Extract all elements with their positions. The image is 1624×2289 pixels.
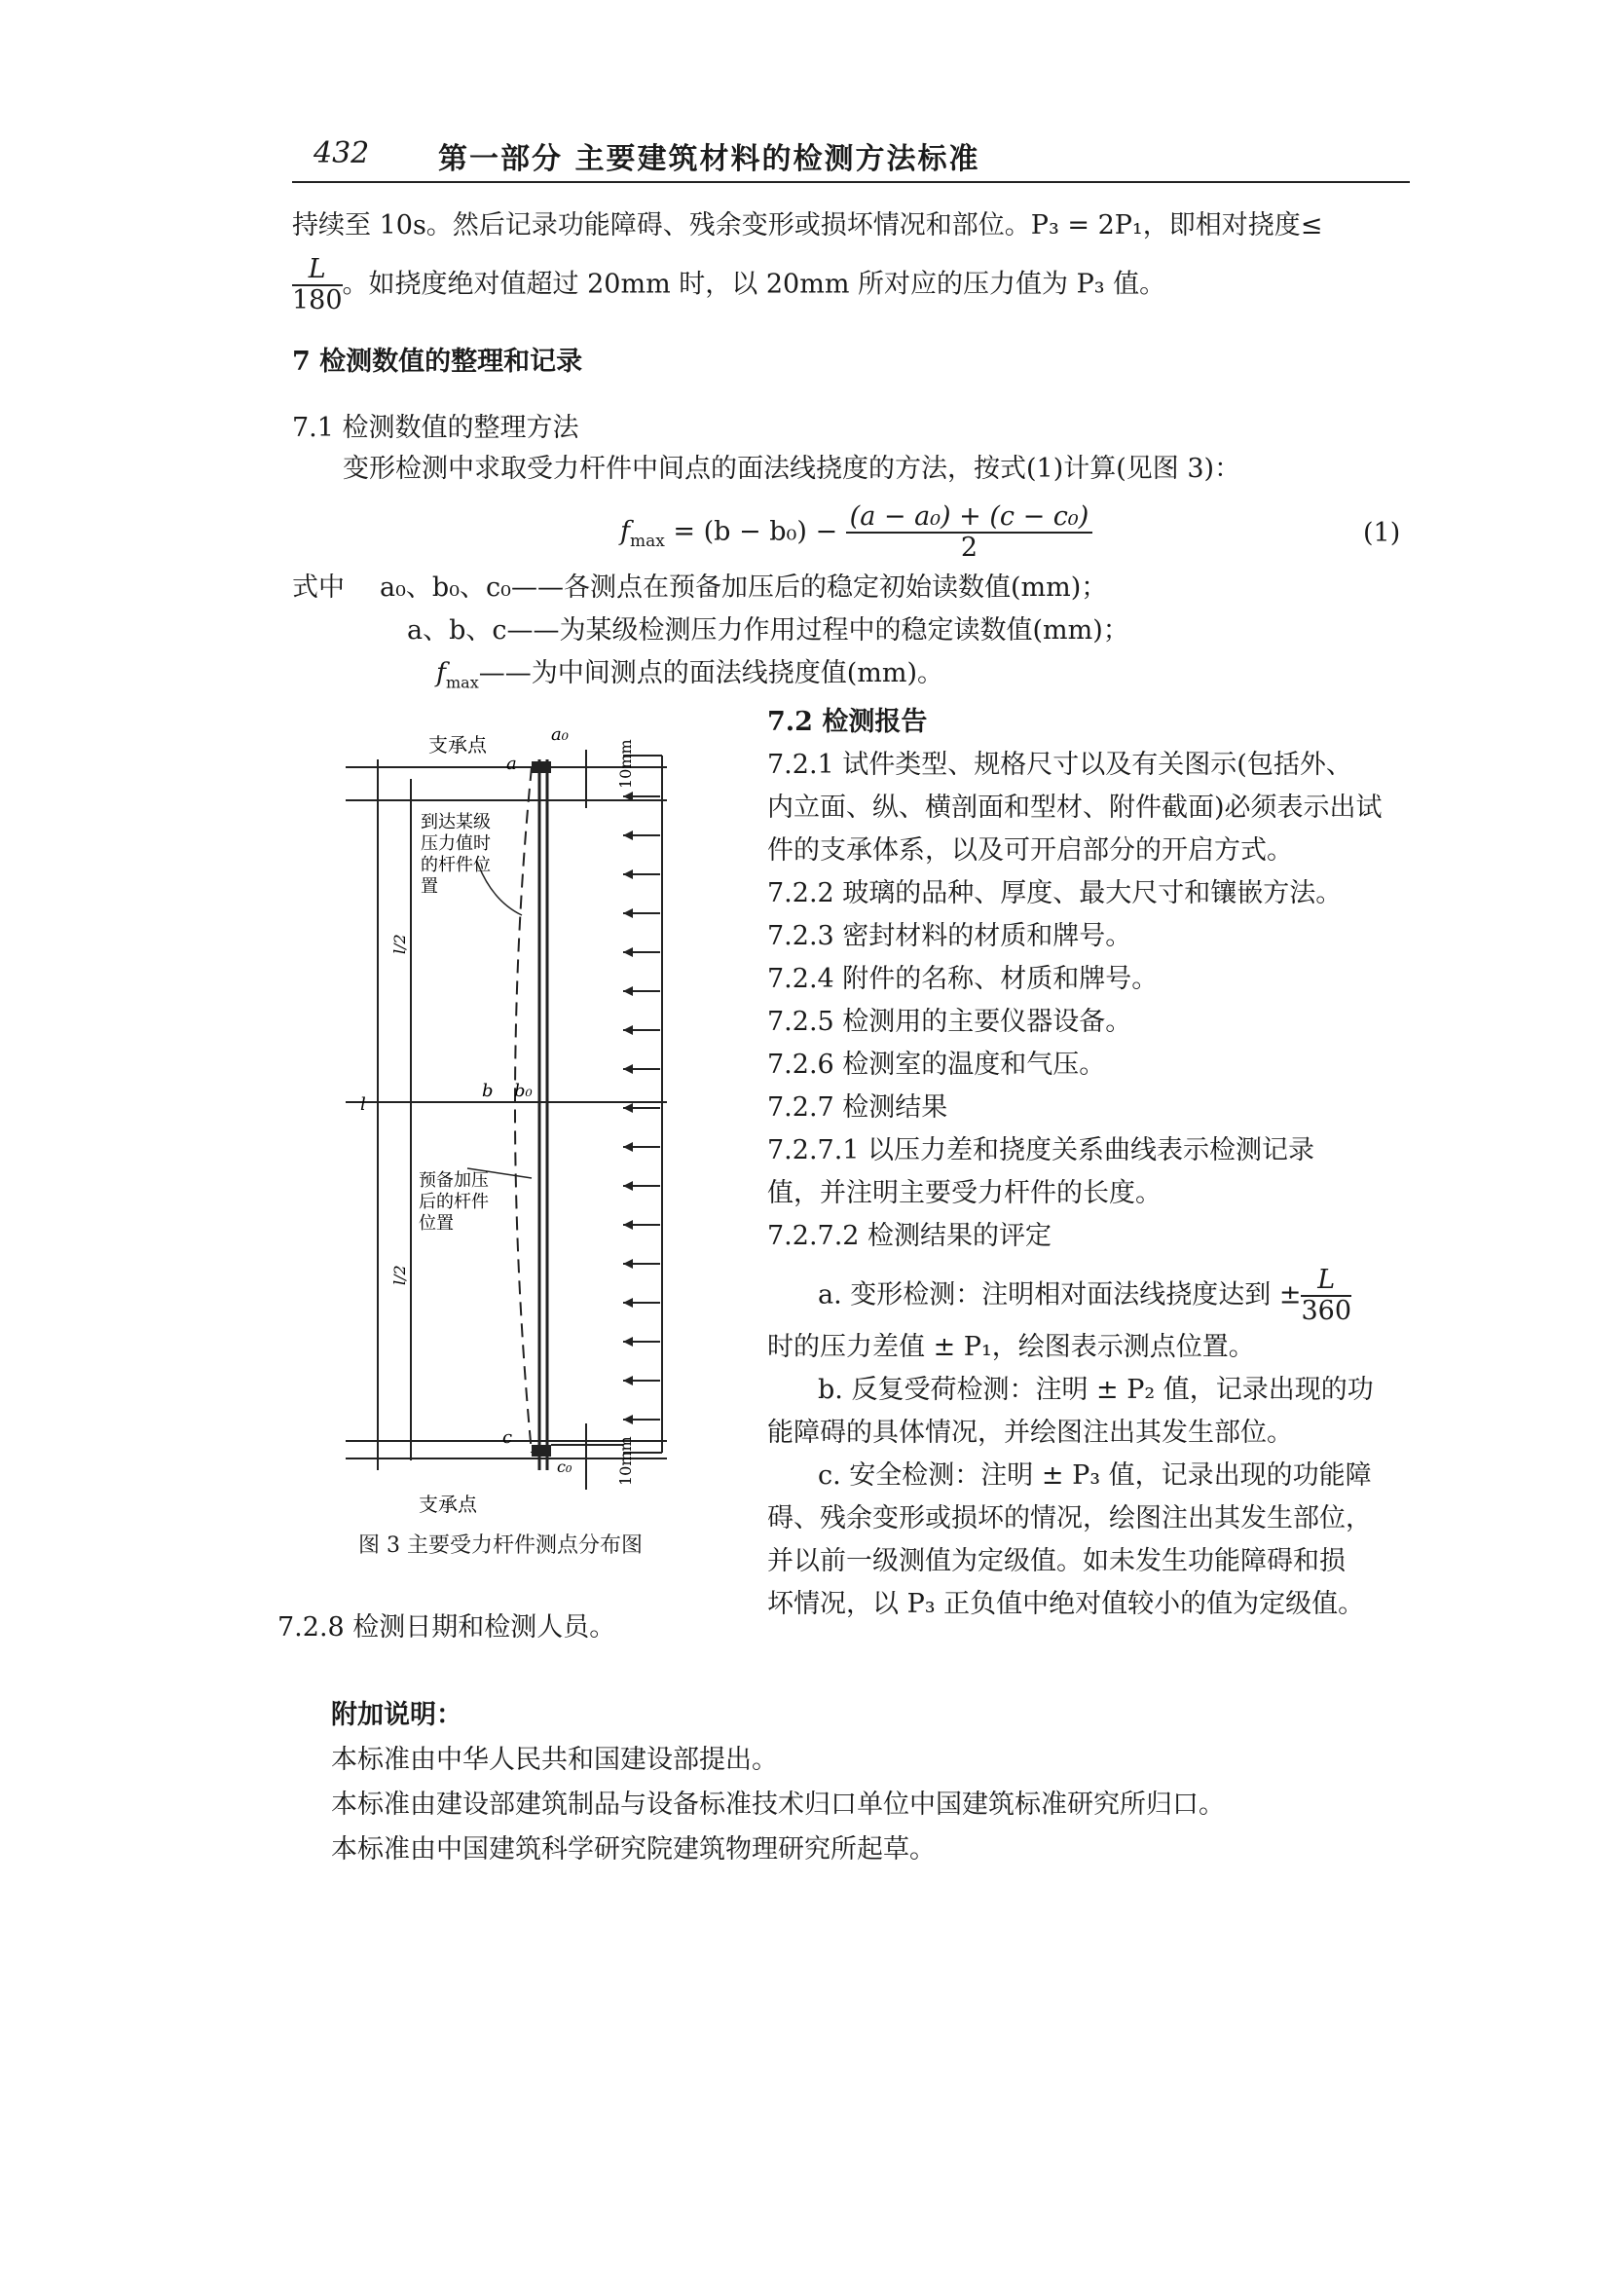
pressure-arrow-head [623, 1103, 633, 1113]
note-top [421, 812, 491, 897]
pressure-arrow-head [623, 986, 633, 996]
appendix-heading: 附加说明： [331, 1700, 462, 1730]
item-a: a. 变形检测：注明相对面法线挠度达到 ± $\frac{L}{360}$ [818, 1265, 1352, 1326]
where-label: 式中 [292, 572, 345, 603]
label-10mm-bottom: 10mm [616, 1436, 635, 1486]
section-7-2-column [767, 701, 1410, 1626]
appendix-line-3: 本标准由中国建筑科学研究院建筑物理研究所起草。 [331, 1834, 936, 1864]
label-l: l [360, 1094, 366, 1115]
s7271: 7.2.7.1 以压力差和挠度关系曲线表示检测记录 [767, 1135, 1315, 1165]
s725: 7.2.5 检测用的主要仪器设备。 [767, 1007, 1132, 1037]
s7271b: 值，并注明主要受力杆件的长度。 [767, 1178, 1162, 1208]
label-l2-top: l/2 [390, 934, 409, 954]
pressure-arrow-head [623, 947, 633, 957]
item-c-2: 碍、残余变形或损坏的情况，绘图注出其发生部位， [767, 1503, 1372, 1533]
pressure-arrow-head [623, 831, 633, 840]
s721: 7.2.1 试件类型、规格尺寸以及有关图示(包括外、 [767, 750, 1352, 780]
section-7-heading: 7 检测数值的整理和记录 [292, 347, 583, 377]
pressure-arrow-head [623, 1259, 633, 1269]
svg-text:预备加压: 预备加压 [419, 1170, 489, 1191]
label-support-bottom: 支承点 [419, 1493, 477, 1516]
s726: 7.2.6 检测室的温度和气压。 [767, 1050, 1106, 1080]
pressure-arrow-head [623, 908, 633, 918]
item-c-3: 并以前一级测值为定级值。如未发生功能障碍和损 [767, 1546, 1346, 1576]
where-1: a₀、b₀、c₀——各测点在预备加压后的稳定初始读数值(mm)； [380, 572, 1108, 603]
label-b0: b₀ [514, 1081, 533, 1101]
pressure-arrow-head [623, 1142, 633, 1152]
formula-fraction: $\frac{\text{(a − a₀) + (c − c₀)}}{2}$ [846, 502, 1093, 563]
running-header-title: 第一部分 主要建筑材料的检测方法标准 [438, 142, 980, 176]
pressure-arrow-head [623, 1220, 633, 1230]
intro-line-1: 持续至 10s。然后记录功能障碍、残余变形或损坏情况和部位。P₃ = 2P₁，即相对挠度≤ [292, 210, 1323, 240]
item-b: b. 反复受荷检测：注明 ± P₂ 值，记录出现的功 [818, 1375, 1374, 1405]
pressure-arrow-head [623, 1337, 633, 1347]
s724: 7.2.4 附件的名称、材质和牌号。 [767, 964, 1159, 994]
s727: 7.2.7 检测结果 [767, 1092, 948, 1123]
appendix-line-1: 本标准由中华人民共和国建设部提出。 [331, 1745, 778, 1775]
s722: 7.2.2 玻璃的品种、厚度、最大尺寸和镶嵌方法。 [767, 878, 1343, 908]
pressure-arrow-head [623, 1298, 633, 1308]
where-3: $f_{max}——$为中间测点的面法线挠度值(mm)。 [436, 658, 944, 692]
item-a-2: 时的压力差值 ± P₁，绘图表示测点位置。 [767, 1332, 1255, 1362]
figure-3-diagram [331, 720, 740, 1538]
svg-text:置: 置 [421, 876, 438, 897]
s72: 7.2 检测报告 [767, 707, 928, 737]
label-c: c [502, 1427, 513, 1448]
intro-line-2: $\frac{L}{180}$ 。如挠度绝对值超过 20mm 时，以 20mm 所对应的压力值为 P₃ 值。 [292, 254, 1166, 315]
item-c-4: 坏情况，以 P₃ 正负值中绝对值较小的值为定级值。 [767, 1589, 1365, 1619]
item-b-2: 能障碍的具体情况，并绘图注出其发生部位。 [767, 1418, 1293, 1448]
svg-text:后的杆件: 后的杆件 [419, 1192, 489, 1212]
svg-text:位置: 位置 [419, 1213, 454, 1234]
page-number: 432 [314, 136, 370, 170]
svg-text:的杆件位: 的杆件位 [421, 855, 491, 875]
pressure-arrow-head [623, 1376, 633, 1385]
formula-1: $f_{max} = (b - b_0)$ − $\frac{\text{(a − a₀) + (c − c₀)}}{2}$ [620, 502, 1092, 563]
fraction-l-180: $\frac{L}{180}$ [292, 254, 343, 315]
pressure-arrow-head [623, 1181, 633, 1191]
section-7-1-text: 变形检测中求取受力杆件中间点的面法线挠度的方法，按式(1)计算(见图 3)： [343, 454, 1241, 484]
where-2: a、b、c——为某级检测压力作用过程中的稳定读数值(mm)； [407, 615, 1129, 646]
pressure-arrow-head [623, 1415, 633, 1424]
pressure-arrow-head [623, 1025, 633, 1035]
label-b: b [482, 1081, 494, 1101]
svg-text:压力值时: 压力值时 [421, 833, 491, 854]
fraction-l-360: $\frac{L}{360}$ [1301, 1265, 1352, 1326]
s7272: 7.2.7.2 检测结果的评定 [767, 1221, 1052, 1251]
header-rule [292, 181, 1410, 183]
note-bottom [419, 1170, 489, 1234]
figure-caption: 图 3 主要受力杆件测点分布图 [358, 1533, 643, 1558]
section-7-1-heading: 7.1 检测数值的整理方法 [292, 413, 579, 443]
s721b: 内立面、纵、横剖面和型材、附件截面)必须表示出试 [767, 793, 1383, 823]
label-c0: c₀ [557, 1458, 572, 1476]
label-a: a [506, 754, 517, 774]
formula-number: (1) [1363, 518, 1401, 548]
svg-text:到达某级: 到达某级 [421, 812, 491, 832]
s723: 7.2.3 密封材料的材质和牌号。 [767, 921, 1132, 951]
appendix-line-2: 本标准由建设部建筑制品与设备标准技术归口单位中国建筑标准研究所归口。 [331, 1790, 1225, 1820]
label-support-top: 支承点 [428, 733, 487, 757]
pressure-arrow-head [623, 1064, 633, 1074]
pressure-arrow-head [623, 869, 633, 879]
item-c: c. 安全检测：注明 ± P₃ 值，记录出现的功能障 [818, 1460, 1372, 1491]
label-a0: a₀ [551, 724, 569, 745]
label-10mm-top: 10mm [616, 739, 635, 789]
s728: 7.2.8 检测日期和检测人员。 [277, 1612, 616, 1643]
s721c: 件的支承体系，以及可开启部分的开启方式。 [767, 835, 1293, 866]
label-l2-bottom: l/2 [390, 1265, 409, 1285]
